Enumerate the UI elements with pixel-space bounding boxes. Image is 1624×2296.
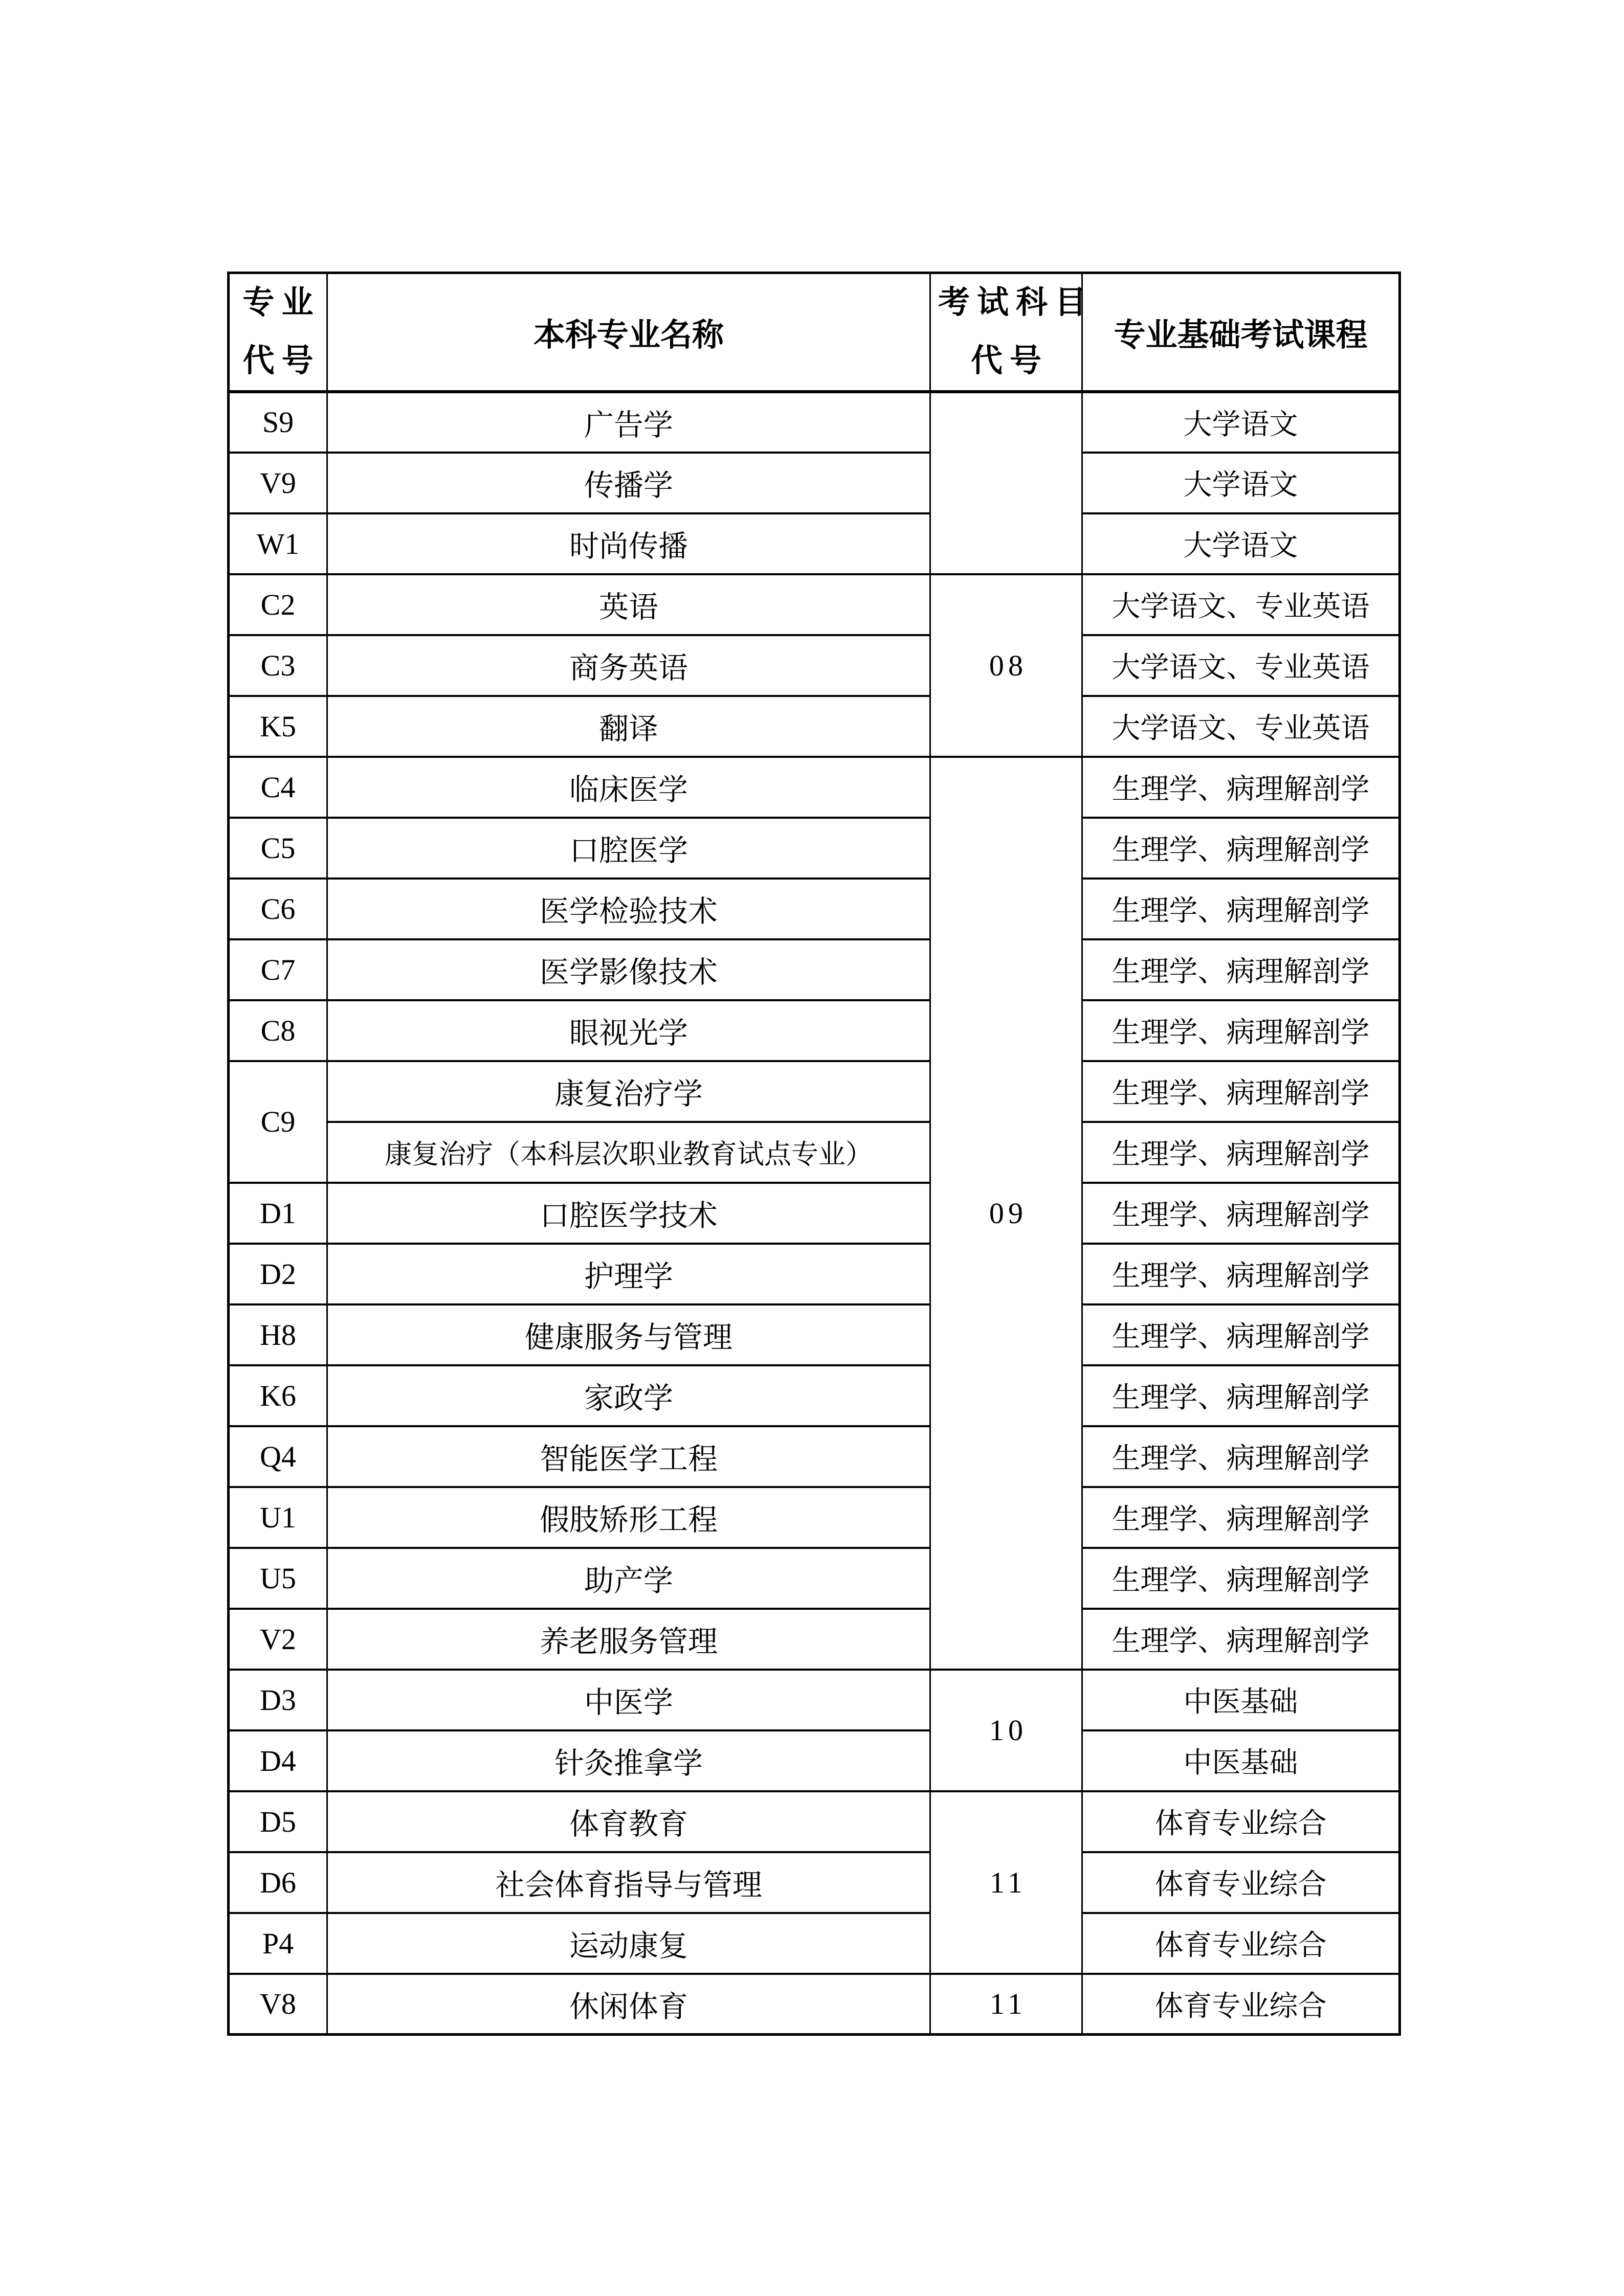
course-cell: 体育专业综合 <box>1082 1974 1400 2035</box>
table-row <box>229 1548 1400 1609</box>
header-exam-code <box>930 273 1094 392</box>
table-row <box>229 513 1400 574</box>
major-name-cell: 眼视光学 <box>327 1000 930 1061</box>
major-code-cell: W1 <box>229 513 327 574</box>
major-name-cell: 养老服务管理 <box>327 1609 930 1670</box>
table-row <box>229 1609 1400 1670</box>
table-row <box>229 453 1400 513</box>
course-cell: 生理学、病理解剖学 <box>1082 1000 1400 1061</box>
header-major-code-line2: 代号 <box>242 344 321 379</box>
major-code-cell: K5 <box>229 696 327 757</box>
course-cell: 生理学、病理解剖学 <box>1082 818 1400 879</box>
major-code-cell: D3 <box>229 1670 327 1730</box>
major-name-cell: 英语 <box>327 574 930 635</box>
table-row <box>229 939 1400 1000</box>
course-cell: 生理学、病理解剖学 <box>1082 879 1400 939</box>
table-row <box>229 1730 1400 1791</box>
course-cell: 生理学、病理解剖学 <box>1082 1183 1400 1244</box>
major-name-cell: 社会体育指导与管理 <box>327 1852 930 1913</box>
course-cell: 生理学、病理解剖学 <box>1082 1609 1400 1670</box>
major-name-cell: 商务英语 <box>327 635 930 696</box>
table-row <box>229 1913 1400 1974</box>
major-name-cell: 广告学 <box>327 392 930 453</box>
major-name-cell: 中医学 <box>327 1670 930 1730</box>
course-cell: 生理学、病理解剖学 <box>1082 1426 1400 1487</box>
major-name-cell: 康复治疗（本科层次职业教育试点专业） <box>327 1122 930 1183</box>
table-row <box>229 635 1400 696</box>
course-cell: 生理学、病理解剖学 <box>1082 1487 1400 1548</box>
exam-subject-code-cell: 10 <box>930 1670 1082 1791</box>
table-row <box>229 879 1400 939</box>
major-code-cell: D4 <box>229 1730 327 1791</box>
table-row <box>229 1000 1400 1061</box>
major-name-cell: 传播学 <box>327 453 930 513</box>
header-exam-code-line2: 代号 <box>970 344 1049 379</box>
course-cell: 生理学、病理解剖学 <box>1082 1304 1400 1365</box>
major-code-cell: U1 <box>229 1487 327 1548</box>
course-cell: 体育专业综合 <box>1082 1913 1400 1974</box>
major-name-cell: 体育教育 <box>327 1791 930 1852</box>
course-cell: 生理学、病理解剖学 <box>1082 1365 1400 1426</box>
major-name-cell: 健康服务与管理 <box>327 1304 930 1365</box>
major-code-cell: C5 <box>229 818 327 879</box>
exam-subject-code-cell: 11 <box>930 1974 1082 2035</box>
course-cell: 中医基础 <box>1082 1730 1400 1791</box>
table-row <box>229 1122 1400 1183</box>
major-name-cell: 临床医学 <box>327 757 930 818</box>
table-row <box>229 696 1400 757</box>
major-name-cell: 医学影像技术 <box>327 939 930 1000</box>
major-code-cell: V9 <box>229 453 327 513</box>
majors-table <box>227 272 1401 2036</box>
major-name-cell: 针灸推拿学 <box>327 1730 930 1791</box>
major-code-cell: U5 <box>229 1548 327 1609</box>
course-cell: 体育专业综合 <box>1082 1791 1400 1852</box>
table-row <box>229 1487 1400 1548</box>
table-row <box>229 1670 1400 1730</box>
course-cell: 生理学、病理解剖学 <box>1082 1244 1400 1304</box>
table-row <box>229 1365 1400 1426</box>
major-code-cell: H8 <box>229 1304 327 1365</box>
major-code-cell: S9 <box>229 392 327 453</box>
exam-subject-code-cell: 09 <box>930 757 1082 1670</box>
major-code-cell: D2 <box>229 1244 327 1304</box>
table-row <box>229 757 1400 818</box>
major-code-cell: C9 <box>229 1061 327 1183</box>
table-row <box>229 1304 1400 1365</box>
course-cell: 生理学、病理解剖学 <box>1082 1122 1400 1183</box>
course-cell: 大学语文、专业英语 <box>1082 696 1400 757</box>
course-cell: 生理学、病理解剖学 <box>1082 1548 1400 1609</box>
course-cell: 大学语文、专业英语 <box>1082 635 1400 696</box>
major-code-cell: D1 <box>229 1183 327 1244</box>
major-name-cell: 时尚传播 <box>327 513 930 574</box>
header-major-code-line1: 专业 <box>242 285 321 321</box>
major-code-cell: C8 <box>229 1000 327 1061</box>
header-major-code <box>229 273 327 392</box>
header-exam-code-line1: 考试科目 <box>938 285 1094 321</box>
course-cell: 生理学、病理解剖学 <box>1082 1061 1400 1122</box>
header-course: 专业基础考试课程 <box>1082 273 1400 392</box>
major-name-cell: 康复治疗学 <box>327 1061 930 1122</box>
course-cell: 生理学、病理解剖学 <box>1082 757 1400 818</box>
table-row <box>229 1791 1400 1852</box>
table-row <box>229 1974 1400 2035</box>
table-row <box>229 1852 1400 1913</box>
major-code-cell: C6 <box>229 879 327 939</box>
major-code-cell: C7 <box>229 939 327 1000</box>
major-name-cell: 医学检验技术 <box>327 879 930 939</box>
major-code-cell: C2 <box>229 574 327 635</box>
major-name-cell: 口腔医学技术 <box>327 1183 930 1244</box>
major-name-cell: 口腔医学 <box>327 818 930 879</box>
course-cell: 生理学、病理解剖学 <box>1082 939 1400 1000</box>
major-code-cell: D5 <box>229 1791 327 1852</box>
course-cell: 大学语文 <box>1082 392 1400 453</box>
course-cell: 体育专业综合 <box>1082 1852 1400 1913</box>
major-name-cell: 助产学 <box>327 1548 930 1609</box>
major-name-cell: 护理学 <box>327 1244 930 1304</box>
table-header-row <box>229 273 1400 392</box>
header-major-name: 本科专业名称 <box>327 273 930 392</box>
table-row <box>229 1183 1400 1244</box>
exam-subject-code-cell: 08 <box>930 574 1082 757</box>
table-row <box>229 818 1400 879</box>
major-name-cell: 休闲体育 <box>327 1974 930 2035</box>
major-name-cell: 智能医学工程 <box>327 1426 930 1487</box>
course-cell: 大学语文 <box>1082 453 1400 513</box>
major-code-cell: D6 <box>229 1852 327 1913</box>
major-name-cell: 假肢矫形工程 <box>327 1487 930 1548</box>
major-name-cell: 家政学 <box>327 1365 930 1426</box>
major-code-cell: C3 <box>229 635 327 696</box>
major-name-cell: 运动康复 <box>327 1913 930 1974</box>
course-cell: 大学语文 <box>1082 513 1400 574</box>
table-row <box>229 574 1400 635</box>
table-row <box>229 1244 1400 1304</box>
exam-subject-code-cell: 11 <box>930 1791 1082 1974</box>
table-row <box>229 1426 1400 1487</box>
major-code-cell: V2 <box>229 1609 327 1670</box>
major-code-cell: Q4 <box>229 1426 327 1487</box>
exam-subject-code-cell <box>930 392 1082 574</box>
major-name-cell: 翻译 <box>327 696 930 757</box>
table-row <box>229 1061 1400 1122</box>
major-code-cell: C4 <box>229 757 327 818</box>
course-cell: 中医基础 <box>1082 1670 1400 1730</box>
major-code-cell: P4 <box>229 1913 327 1974</box>
major-code-cell: K6 <box>229 1365 327 1426</box>
major-code-cell: V8 <box>229 1974 327 2035</box>
table-row <box>229 392 1400 453</box>
course-cell: 大学语文、专业英语 <box>1082 574 1400 635</box>
